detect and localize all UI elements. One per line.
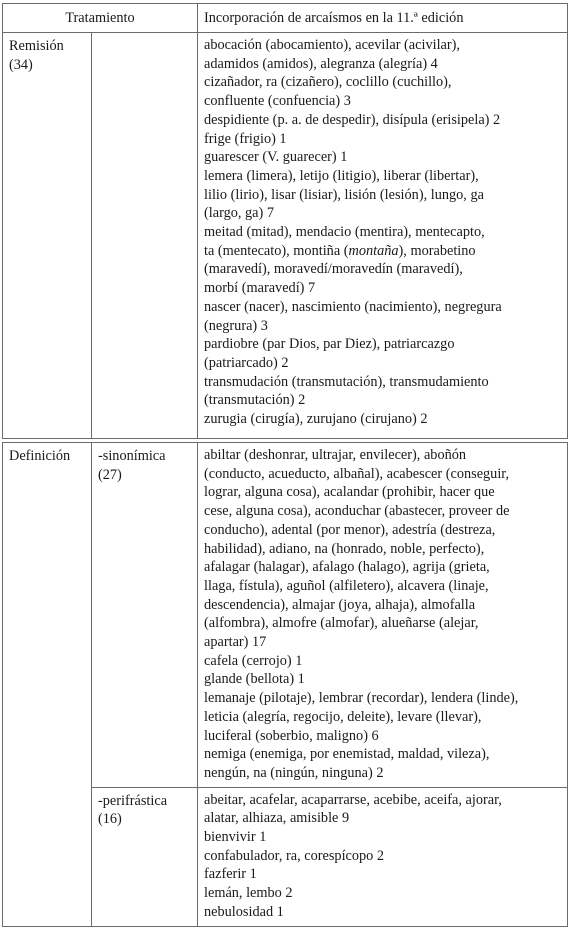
entry-line: zurugia (cirugía), zurujano (cirujano) 2 [204, 411, 428, 428]
entry-line: confluente (confuencia) 3 [204, 93, 351, 110]
entry-line: cafela (cerrojo) 1 [204, 652, 303, 669]
entry-line: (maravedí), moravedí/moravedín (maravedí), [204, 261, 463, 278]
entry-line: apartar) 17 [204, 634, 267, 651]
entry-line: guarescer (V. guarecer) 1 [204, 149, 348, 166]
entry-fragment: ta (mentecato), montiña ( [204, 242, 349, 259]
entry-line: nascer (nacer), nascimiento (nacimiento), negregura [204, 298, 502, 315]
remision-count: (34) [9, 56, 33, 73]
header-treatment: Tratamiento [3, 4, 198, 33]
remision-content [198, 33, 568, 439]
entry-line: abiltar (deshonrar, ultrajar, envilecer), aboñón [204, 447, 467, 463]
definicion-label: Definición [9, 448, 71, 464]
perifrastica-content [198, 787, 568, 926]
entry-line: frige (frigio) 1 [204, 130, 287, 147]
definicion-table [2, 442, 568, 927]
entry-line: confabulador, ra, corespícopo 2 [204, 847, 385, 864]
remision-table [2, 3, 568, 439]
entry-line: conducho), adental (por menor), adestría (destreza, [204, 521, 496, 538]
entry-line-italic [204, 242, 563, 261]
definicion-category [3, 443, 92, 927]
perifrastica-subcategory [92, 787, 198, 926]
perifrastica-count: (16) [98, 811, 122, 828]
remision-category [3, 33, 92, 439]
entry-line: luciferal (soberbio, maligno) 6 [204, 727, 379, 744]
entry-line: adamidos (amidos), alegranza (alegría) 4 [204, 55, 438, 72]
sinonimica-label: -sinonímica [98, 448, 166, 464]
entry-line: (conducto, acueducto, albañal), acabescer (conseguir, [204, 465, 510, 482]
italic-word: montaña [348, 242, 399, 259]
entry-line: lemán, lembo 2 [204, 885, 293, 902]
entry-fragment: ), morabetino [398, 242, 476, 259]
entry-line: despidiente (p. a. de despedir), disípula (erisipela) 2 [204, 111, 501, 128]
entry-line: (negrura) 3 [204, 317, 268, 334]
entry-line: (largo, ga) 7 [204, 205, 275, 222]
entry-line: nebulosidad 1 [204, 903, 284, 920]
entry-line: (transmutación) 2 [204, 392, 306, 409]
entry-line: cese, alguna cosa), aconduchar (abastecer, proveer de [204, 503, 510, 520]
entry-line: alatar, alhiaza, amisible 9 [204, 810, 350, 827]
entry-line: descendencia), almajar (joya, alhaja), almofalla [204, 596, 476, 613]
entry-line: llaga, fístula), aguñol (alfiletero), alcavera (linaje, [204, 577, 489, 594]
sinonimica-count: (27) [98, 466, 122, 483]
entry-line: cizañador, ra (cizañero), coclillo (cuchillo), [204, 74, 452, 91]
entry-line: glande (bellota) 1 [204, 671, 305, 688]
header-row [3, 4, 568, 33]
sinonimica-subcategory [92, 443, 198, 788]
entry-line: lilio (lirio), lisar (lisiar), lisión (lesión), lungo, ga [204, 186, 484, 203]
sinonimica-content [198, 443, 568, 788]
entry-line: afalagar (halagar), afalago (halago), agrija (grieta, [204, 559, 490, 576]
entry-line: (patriarcado) 2 [204, 354, 289, 371]
entry-line: abocación (abocamiento), acevilar (acivilar), [204, 37, 461, 53]
entry-line: nemiga (enemiga, por enemistad, maldad, vileza), [204, 746, 490, 763]
entry-line: abeitar, acafelar, acaparrarse, acebibe, aceifa, ajorar, [204, 791, 502, 808]
entry-line: leticia (alegría, regocijo, deleite), levare (llevar), [204, 708, 482, 725]
entry-line: transmudación (transmutación), transmudamiento [204, 373, 489, 390]
entry-line: lemanaje (pilotaje), lembrar (recordar), lendera (linde), [204, 690, 519, 707]
entry-line: fazferir 1 [204, 866, 257, 883]
remision-subcategory-empty [92, 33, 198, 439]
entry-line: pardiobre (par Dios, par Diez), patriarcazgo [204, 336, 455, 353]
entry-line: habilidad), adiano, na (honrado, noble, perfecto), [204, 540, 485, 557]
entry-line: nengún, na (ningún, ninguna) 2 [204, 764, 384, 781]
remision-label: Remisión [9, 38, 64, 54]
entry-line: morbí (maravedí) 7 [204, 280, 316, 297]
entry-line: meitad (mitad), mendacio (mentira), mentecapto, [204, 224, 485, 241]
entry-line: (alfombra), almofre (almofar), alueñarse (alejar, [204, 615, 479, 632]
sinonimica-row [3, 443, 568, 788]
entry-line: bienvivir 1 [204, 829, 267, 846]
header-incorporation: Incorporación de arcaísmos en la 11.ª edición [198, 4, 568, 33]
entry-line: lemera (limera), letijo (litigio), liberar (libertar), [204, 167, 479, 184]
perifrastica-label: -perifrástica [98, 792, 168, 809]
remision-row [3, 33, 568, 439]
entry-line: lograr, alguna cosa), acalandar (prohibir, hacer que [204, 484, 495, 501]
